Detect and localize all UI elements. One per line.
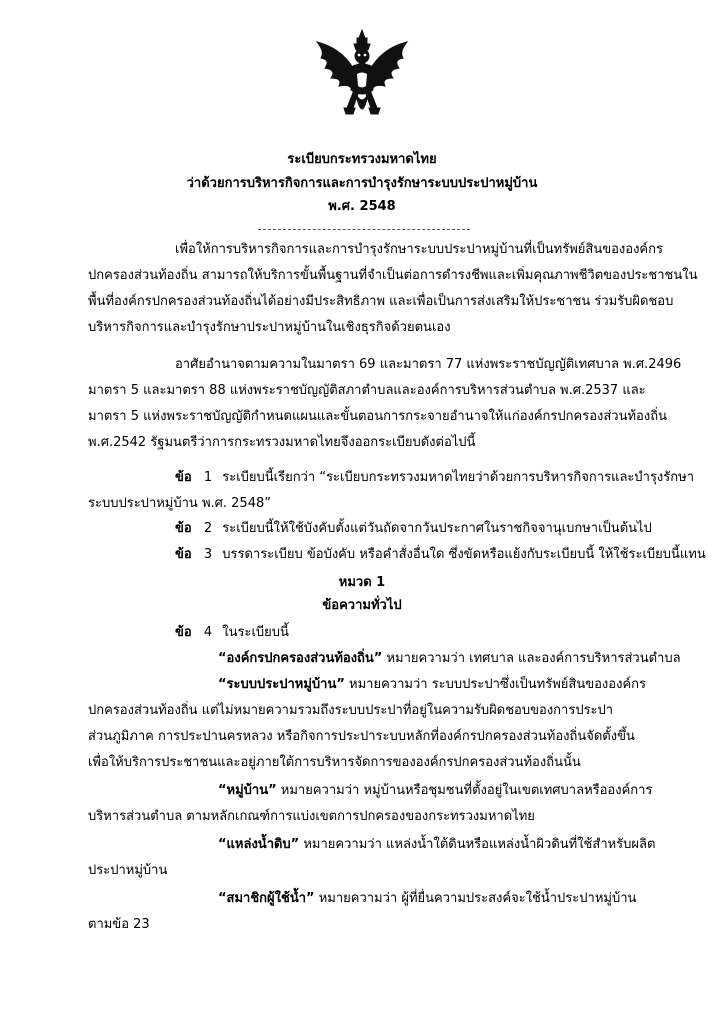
definition-cont: ตามข้อ 23 [88, 917, 150, 932]
separator-line [258, 229, 470, 230]
definition-cont: ประปาหมู่บ้าน [88, 863, 168, 878]
article-text: ในระเบียบนี้ [222, 625, 289, 640]
definition-1 [218, 650, 681, 668]
title-sub: ว่าด้วยการบริหารกิจการและการบำรุงรักษาระบบประปาหมู่บ้าน [186, 176, 538, 191]
article-1-cont: ระบบประปาหมู่บ้าน พ.ศ. 2548” [88, 496, 271, 511]
preamble-line: บริหารกิจการและบำรุงรักษาประปาหมู่บ้านในเชิงธุรกิจด้วยตนเอง [88, 320, 451, 335]
chapter-subtitle: ข้อความทั่วไป [322, 598, 402, 613]
definition-5 [218, 890, 636, 908]
article-text: ระเบียบนี้ให้ใช้บังคับตั้งแต่วันถัดจากวันประกาศในราชกิจจานุเบกษาเป็นต้นไป [222, 521, 652, 536]
article-number: 2 [203, 521, 213, 536]
definition-term: “สมาชิกผู้ใช้น้ำ” [218, 891, 315, 906]
definition-text: หมายความว่า หมู่บ้านหรือชุมชนที่ตั้งอยู่ในเขตเทศบาลหรือองค์การ [276, 783, 653, 798]
title-main: ระเบียบกระทรวงมหาดไทย [287, 152, 437, 167]
definition-term: “แหล่งน้ำดิบ” [218, 837, 300, 852]
article-number: 1 [203, 470, 213, 485]
definition-text: หมายความว่า ผู้ที่ยื่นความประสงค์จะใช้น้ำประปาหมู่บ้าน [314, 891, 637, 906]
article-text: ระเบียบนี้เรียกว่า “ระเบียบกระทรวงมหาดไทยว่าด้วยการบริหารกิจการและบำรุงรักษา [222, 470, 695, 485]
definition-cont: ส่วนภูมิภาค การประปานครหลวง หรือกิจการประปาระบบหลักที่องค์กรปกครองส่วนท้องถิ่นจัดตั้งขึ้น [88, 729, 635, 744]
article-number: 3 [203, 547, 213, 562]
definition-4 [218, 836, 655, 854]
definition-cont: บริหารส่วนตำบล ตามหลักเกณฑ์การแบ่งเขตการปกครองของกระทรวงมหาดไทย [88, 809, 535, 824]
article-number: 4 [203, 625, 213, 640]
authority-line: อาศัยอำนาจตามความในมาตรา 69 และมาตรา 77 แห่งพระราชบัญญัติเทศบาล พ.ศ.2496 [175, 357, 682, 372]
authority-line: มาตรา 5 แห่งพระราชบัญญัติกำหนดแผนและขั้นตอนการกระจายอำนาจให้แก่องค์กรปกครองส่วนท้องถิ่น [88, 409, 667, 424]
article-label: ข้อ [175, 547, 192, 562]
definition-cont: เพื่อให้บริการประชาชนและอยู่ภายใต้การบริหารจัดการขององค์กรปกครองส่วนท้องถิ่นนั้น [88, 755, 581, 770]
preamble-line: เพื่อให้การบริหารกิจการและการบำรุงรักษาระบบประปาหมู่บ้านที่เป็นทรัพย์สินขององค์กร [175, 242, 663, 257]
preamble-line: ปกครองส่วนท้องถิ่น สามารถให้บริการขั้นพื้นฐานที่จำเป็นต่อการดำรงชีพและเพิ่มคุณภาพชีวิตของประชาชนใน [88, 268, 698, 283]
title-year: พ.ศ. 2548 [328, 199, 396, 214]
garuda-emblem-icon [311, 28, 413, 130]
definition-3 [218, 782, 652, 800]
article-1 [175, 469, 694, 487]
article-4 [175, 624, 289, 642]
chapter-title: หมวด 1 [338, 575, 386, 590]
definition-term: “หมู่บ้าน” [218, 783, 277, 798]
definition-2 [218, 676, 646, 694]
article-label: ข้อ [175, 521, 192, 536]
preamble-line: พื้นที่องค์กรปกครองส่วนท้องถิ่นได้อย่างมีประสิทธิภาพ และเพื่อเป็นการส่งเสริมให้ประชาชน ร่วมรับผิดชอบ [88, 294, 674, 309]
article-3 [175, 546, 706, 564]
definition-term: “องค์กรปกครองส่วนท้องถิ่น” [218, 651, 383, 666]
authority-line: มาตรา 5 และมาตรา 88 แห่งพระราชบัญญัติสภาตำบลและองค์การบริหารส่วนตำบล พ.ศ.2537 และ [88, 383, 646, 398]
definition-term: “ระบบประปาหมู่บ้าน” [218, 677, 345, 692]
definition-text: หมายความว่า แหล่งน้ำใต้ดินหรือแหล่งน้ำผิวดินที่ใช้สำหรับผลิต [299, 837, 656, 852]
article-text: บรรดาระเบียบ ข้อบังคับ หรือคำสั่งอื่นใด ซึ่งขัดหรือแย้งกับระเบียบนี้ ให้ใช้ระเบียบนี้แทน [222, 547, 706, 562]
article-label: ข้อ [175, 625, 192, 640]
article-2 [175, 520, 652, 538]
definition-text: หมายความว่า ระบบประปาซึ่งเป็นทรัพย์สินขององค์กร [344, 677, 646, 692]
definition-cont: ปกครองส่วนท้องถิ่น แต่ไม่หมายความรวมถึงระบบประปาที่อยู่ในความรับผิดชอบของการประปา [88, 703, 614, 718]
article-label: ข้อ [175, 470, 192, 485]
definition-text: หมายความว่า เทศบาล และองค์การบริหารส่วนตำบล [382, 651, 681, 666]
authority-line: พ.ศ.2542 รัฐมนตรีว่าการกระทรวงมหาดไทยจึงออกระเบียบดังต่อไปนี้ [88, 435, 476, 450]
